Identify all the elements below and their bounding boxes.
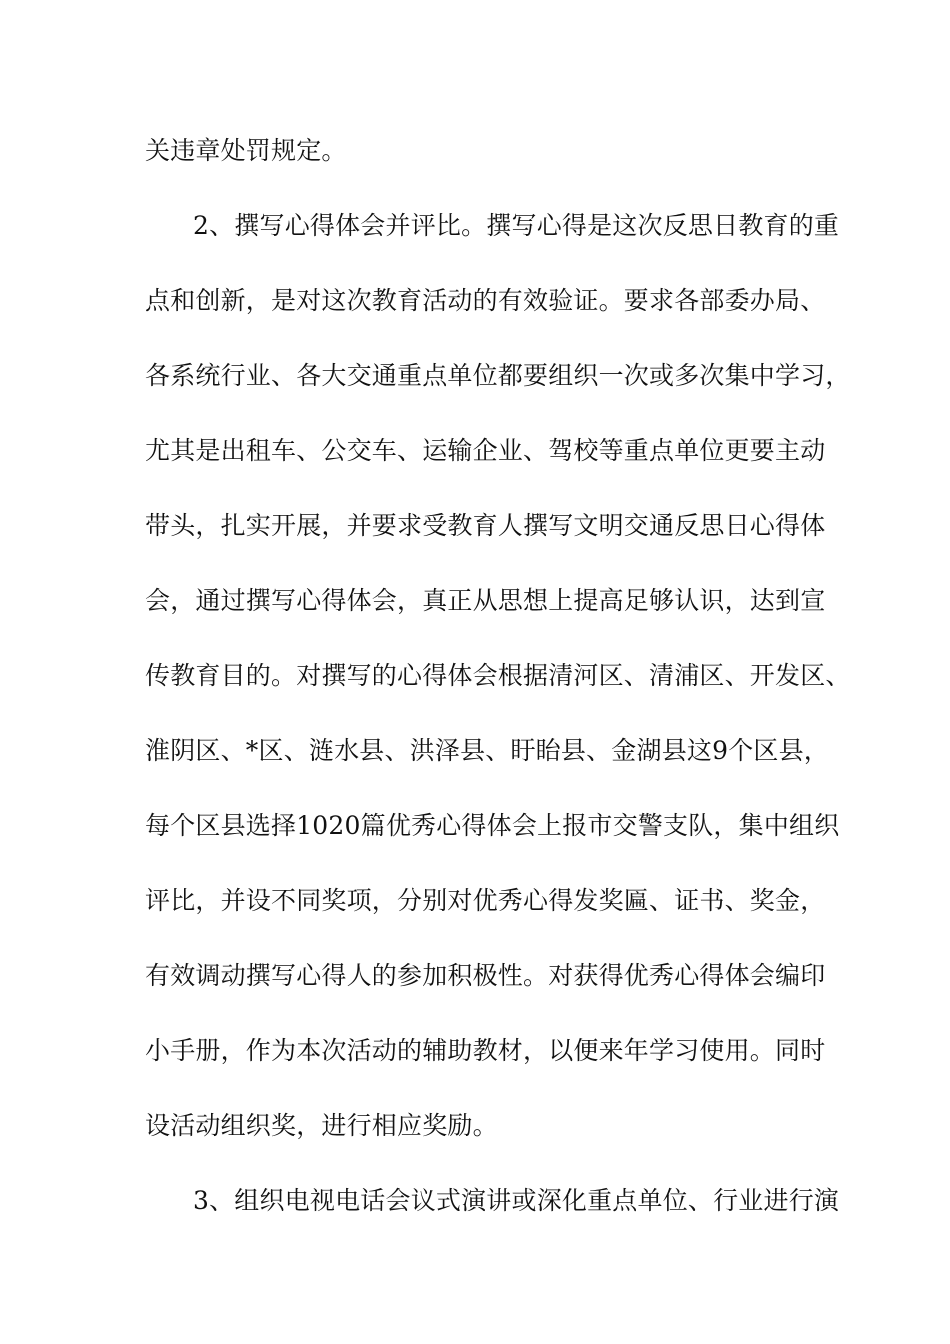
text-line: 淮阴区、*区、涟水县、洪泽县、盱眙县、金湖县这9个区县，	[145, 736, 830, 765]
text-line: 带头，扎实开展，并要求受教育人撰写文明交通反思日心得体	[145, 511, 826, 540]
text-line: 每个区县选择1020篇优秀心得体会上报市交警支队，集中组织	[145, 811, 840, 840]
text-line: 关违章处罚规定。	[145, 136, 347, 165]
text-line: 会，通过撰写心得体会，真正从思想上提高足够认识，达到宣	[145, 586, 826, 615]
text-line: 评比，并设不同奖项，分别对优秀心得发奖匾、证书、奖金，	[145, 886, 826, 915]
text-line: 小手册，作为本次活动的辅助教材，以便来年学习使用。同时	[145, 1036, 826, 1065]
paragraph-heading-3: 3、组织电视电话会议式演讲或深化重点单位、行业进行演	[193, 1186, 840, 1215]
text-line: 各系统行业、各大交通重点单位都要组织一次或多次集中学习，	[145, 361, 851, 390]
paragraph-heading-2: 2、撰写心得体会并评比。撰写心得是这次反思日教育的重	[193, 211, 840, 240]
text-line: 尤其是出租车、公交车、运输企业、驾校等重点单位更要主动	[145, 436, 826, 465]
text-line: 点和创新，是对这次教育活动的有效验证。要求各部委办局、	[145, 286, 826, 315]
text-line: 有效调动撰写心得人的参加积极性。对获得优秀心得体会编印	[145, 961, 826, 990]
text-line: 设活动组织奖，进行相应奖励。	[145, 1111, 498, 1140]
text-line: 传教育目的。对撰写的心得体会根据清河区、清浦区、开发区、	[145, 661, 851, 690]
